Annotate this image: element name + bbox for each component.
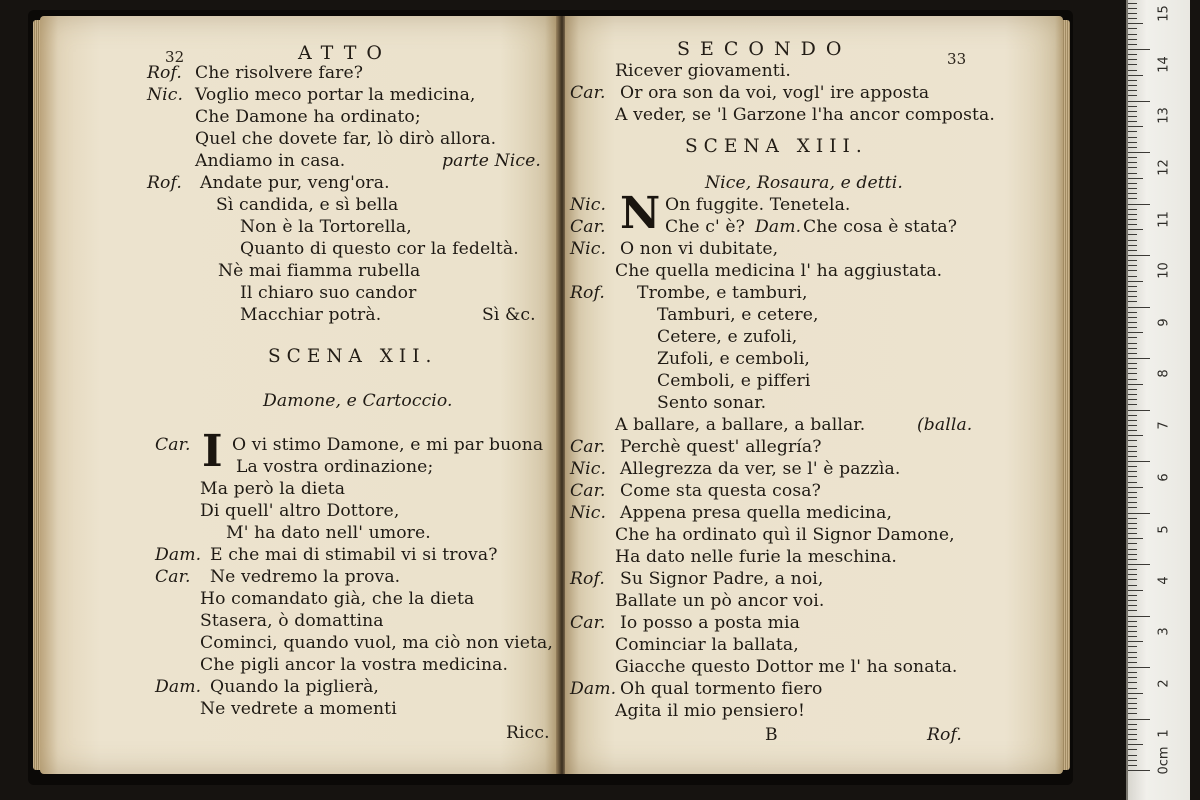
ruler-tick [1128, 605, 1137, 606]
ruler-tick [1128, 131, 1137, 132]
ruler-tick [1128, 111, 1137, 112]
catchword: Rof. [927, 725, 962, 745]
verse-line: Perchè quest' allegría? [620, 437, 822, 457]
verse-line: Io posso a posta mia [620, 613, 800, 633]
ruler-mark: 2 [1156, 679, 1172, 688]
ruler-mark: 12 [1156, 159, 1172, 176]
ruler-tick [1128, 579, 1137, 580]
ruler-tick [1128, 322, 1137, 323]
ruler-tick [1128, 70, 1137, 71]
ruler-tick [1128, 260, 1137, 261]
ruler-tick [1128, 682, 1137, 683]
stage-direction: parte Nice. [442, 151, 541, 171]
verse-line: Zufoli, e cemboli, [657, 349, 810, 369]
ruler-tick [1128, 358, 1150, 359]
ruler-tick [1128, 327, 1137, 328]
ruler-tick [1128, 234, 1137, 235]
ruler-tick [1128, 49, 1150, 50]
drop-capital: I [202, 426, 223, 477]
ruler-tick [1128, 162, 1137, 163]
verse-line: Il chiaro suo candor [240, 283, 417, 303]
verse-line: Stasera, ò domattina [200, 611, 384, 631]
ruler-tick [1128, 291, 1137, 292]
ruler-tick [1128, 672, 1137, 673]
ruler-tick [1128, 626, 1137, 627]
ruler-tick [1128, 399, 1137, 400]
ruler-tick [1128, 533, 1137, 534]
ruler-tick [1128, 724, 1137, 725]
ruler-tick [1128, 173, 1137, 174]
ruler-tick [1128, 13, 1137, 14]
ruler-tick [1128, 677, 1137, 678]
ruler-mark: 1 [1156, 729, 1172, 738]
speaker-label: Car. [155, 435, 191, 455]
speaker-label: Nic. [570, 503, 607, 523]
ruler-tick [1128, 513, 1150, 514]
ruler-tick [1128, 178, 1143, 179]
verse-line: Che cosa è stata? [803, 217, 958, 237]
speaker-label: Nic. [570, 195, 607, 215]
speaker-label: Rof. [570, 283, 605, 303]
ruler-tick [1128, 507, 1137, 508]
verse-line: Di quell' altro Dottore, [200, 501, 400, 521]
ruler-tick [1128, 157, 1137, 158]
ruler-tick [1128, 621, 1137, 622]
verse-line: Ne vedremo la prova. [210, 567, 401, 587]
drop-capital: N [620, 188, 661, 239]
ruler-tick [1128, 729, 1137, 730]
speaker-label: Nic. [570, 239, 607, 259]
verse-line: Voglio meco portar la medicina, [195, 85, 476, 105]
ruler-tick [1128, 415, 1137, 416]
ruler-tick [1128, 28, 1137, 29]
verse-line: Quel che dovete far, lò dirò allora. [195, 129, 497, 149]
verse-line: Appena presa quella medicina, [620, 503, 893, 523]
ruler-tick [1128, 585, 1137, 586]
verse-line: Or ora son da voi, vogl' ire apposta [620, 83, 930, 103]
ruler-tick [1128, 446, 1137, 447]
ruler-tick [1128, 518, 1137, 519]
ruler-tick [1128, 734, 1137, 735]
verse-line: E che mai di stimabil vi si trova? [210, 545, 498, 565]
ruler-tick [1128, 482, 1137, 483]
ruler-tick [1128, 456, 1137, 457]
verse-line: Sì candida, e sì bella [216, 195, 399, 215]
ruler-tick [1128, 193, 1137, 194]
verse-line: Andate pur, veng'ora. [200, 173, 390, 193]
ruler-tick [1128, 23, 1143, 24]
verse-line: Che Damone ha ordinato; [195, 107, 421, 127]
signature-mark: B [765, 725, 778, 745]
ruler-tick [1128, 85, 1137, 86]
verse-line: Ballate un pò ancor voi. [615, 591, 825, 611]
ruler-tick [1128, 3, 1137, 4]
speaker-label: Car. [570, 481, 606, 501]
verse-line: Ne vedrete a momenti [200, 699, 397, 719]
speaker-label: Dam. [155, 545, 202, 565]
ruler-tick [1128, 528, 1137, 529]
verse-line: Macchiar potrà. [240, 305, 382, 325]
ruler-tick [1128, 312, 1137, 313]
speaker-label: Car. [570, 217, 606, 237]
ruler-tick [1128, 492, 1137, 493]
ruler-tick [1128, 224, 1137, 225]
ruler-tick [1128, 667, 1150, 668]
ruler-tick [1128, 337, 1137, 338]
verse-line: Giacche questo Dottor me l' ha sonata. [615, 657, 958, 677]
verse-line: Tamburi, e cetere, [657, 305, 819, 325]
ruler-tick [1128, 95, 1137, 96]
ruler-tick [1128, 39, 1137, 40]
ruler-tick [1128, 646, 1137, 647]
ruler-tick [1128, 502, 1137, 503]
ruler-tick [1128, 410, 1150, 411]
speaker-label: Nic. [570, 459, 607, 479]
verse-line: Ha dato nelle furie la meschina. [615, 547, 897, 567]
ruler-mark: 9 [1156, 318, 1172, 327]
ruler-tick [1128, 384, 1143, 385]
ruler-mark: 10 [1156, 262, 1172, 279]
left-running-header: ATTO [298, 42, 392, 64]
verse-line: Cominciar la ballata, [615, 635, 799, 655]
speaker-label: Rof. [147, 173, 182, 193]
verse-line: Come sta questa cosa? [620, 481, 821, 501]
ruler-tick [1128, 353, 1137, 354]
ruler-mark: 7 [1156, 421, 1172, 430]
ruler-tick [1128, 543, 1137, 544]
verse-line: Cemboli, e pifferi [657, 371, 811, 391]
left-page-number: 32 [165, 48, 185, 66]
ruler-tick [1128, 451, 1137, 452]
catchword: Ricc. [506, 723, 550, 743]
ruler-tick [1128, 147, 1137, 148]
ruler-tick [1128, 595, 1137, 596]
ruler-tick [1128, 389, 1137, 390]
ruler-mark: 14 [1156, 56, 1172, 73]
ruler-tick [1128, 343, 1137, 344]
right-page-edge [1062, 20, 1070, 770]
ruler-tick [1128, 286, 1137, 287]
verse-line: Cetere, e zufoli, [657, 327, 798, 347]
speaker-label: Dam. [155, 677, 202, 697]
verse-line: Andiamo in casa. [195, 151, 346, 171]
ruler-tick [1128, 631, 1137, 632]
verse-line: M' ha dato nell' umore. [226, 523, 431, 543]
ruler-tick [1128, 600, 1137, 601]
ruler-tick [1128, 497, 1137, 498]
ruler-tick [1128, 229, 1143, 230]
ruler-tick [1128, 183, 1137, 184]
ruler-tick [1128, 167, 1137, 168]
verse-line: Cominci, quando vuol, ma ciò non vieta, [200, 633, 553, 653]
ruler-mark: 11 [1156, 211, 1172, 228]
ruler-tick [1128, 641, 1143, 642]
ruler-tick [1128, 106, 1137, 107]
ruler-tick [1128, 688, 1137, 689]
speaker-label: Rof. [147, 63, 182, 83]
ruler-tick [1128, 276, 1137, 277]
ruler-tick [1128, 214, 1137, 215]
ruler-tick [1128, 54, 1137, 55]
ruler-tick [1128, 471, 1137, 472]
ruler-tick [1128, 126, 1143, 127]
verse-line: Ricever giovamenti. [615, 61, 791, 81]
ruler-tick [1128, 662, 1137, 663]
ruler-tick [1128, 652, 1137, 653]
ruler-tick [1128, 430, 1137, 431]
ruler-tick [1128, 307, 1150, 308]
ruler-tick [1128, 487, 1143, 488]
verse-line: Ho comandato già, che la dieta [200, 589, 475, 609]
ruler-tick [1128, 64, 1137, 65]
ruler-tick [1128, 574, 1137, 575]
ruler-tick [1128, 152, 1150, 153]
ruler-tick [1128, 137, 1137, 138]
ruler-tick [1128, 435, 1143, 436]
ruler-tick [1128, 255, 1150, 256]
ruler-tick [1128, 301, 1137, 302]
ruler-tick [1128, 8, 1137, 9]
ruler-tick [1128, 121, 1137, 122]
ruler-tick [1128, 523, 1137, 524]
ruler-tick [1128, 713, 1137, 714]
verse-line: Che pigli ancor la vostra medicina. [200, 655, 509, 675]
ruler-tick [1128, 379, 1137, 380]
ruler-tick [1128, 332, 1143, 333]
ruler-tick [1128, 744, 1143, 745]
refrain-marker: Sì &c. [482, 305, 536, 325]
right-page [565, 16, 1063, 774]
ruler-tick [1128, 265, 1137, 266]
speaker-label: Dam. [755, 217, 802, 237]
ruler-tick [1128, 250, 1137, 251]
ruler-tick [1128, 703, 1137, 704]
speaker-label: Dam. [570, 679, 617, 699]
ruler-mark: 5 [1156, 525, 1172, 534]
speaker-label: Car. [155, 567, 191, 587]
scene-heading: SCENA XII. [268, 346, 438, 367]
ruler-tick [1128, 219, 1137, 220]
ruler-tick [1128, 270, 1137, 271]
ruler-tick [1128, 142, 1137, 143]
verse-line: Che ha ordinato quì il Signor Damone, [615, 525, 955, 545]
ruler-tick [1128, 616, 1150, 617]
ruler-tick [1128, 760, 1137, 761]
verse-line: A ballare, a ballare, a ballar. [615, 415, 866, 435]
ruler-tick [1128, 420, 1137, 421]
ruler-tick [1128, 373, 1137, 374]
ruler-tick [1128, 590, 1143, 591]
ruler-tick [1128, 101, 1150, 102]
ruler-tick [1128, 204, 1150, 205]
ruler-mark: 4 [1156, 576, 1172, 585]
verse-line: A veder, se 'l Garzone l'ha ancor composta. [615, 105, 995, 125]
ruler-tick [1128, 18, 1137, 19]
speaker-label: Car. [570, 613, 606, 633]
ruler-tick [1128, 368, 1137, 369]
ruler-tick [1128, 559, 1137, 560]
verse-line: Che risolvere fare? [195, 63, 364, 83]
ruler-tick [1128, 693, 1143, 694]
verse-line: Sento sonar. [657, 393, 767, 413]
verse-line: Allegrezza da ver, se l' è pazzìa. [620, 459, 901, 479]
ruler-tick [1128, 281, 1143, 282]
ruler-tick [1128, 549, 1137, 550]
ruler-tick [1128, 708, 1137, 709]
ruler-tick [1128, 461, 1150, 462]
verse-line: On fuggite. Tenetela. [665, 195, 851, 215]
verse-line: Che quella medicina l' ha aggiustata. [615, 261, 943, 281]
ruler-tick [1128, 466, 1137, 467]
verse-line: Quando la piglierà, [210, 677, 379, 697]
ruler-tick [1128, 80, 1137, 81]
ruler-tick [1128, 44, 1137, 45]
ruler-tick [1128, 425, 1137, 426]
speaker-label: Nic. [147, 85, 184, 105]
ruler-tick [1128, 116, 1137, 117]
ruler-unit-label: 0cm [1156, 746, 1172, 775]
ruler-tick [1128, 554, 1137, 555]
stage-direction: (balla. [917, 415, 973, 435]
ruler-tick [1128, 404, 1137, 405]
ruler-tick [1128, 538, 1143, 539]
ruler-tick [1128, 569, 1137, 570]
ruler-tick [1128, 245, 1137, 246]
measuring-ruler [1126, 0, 1190, 800]
scene-characters: Nice, Rosaura, e detti. [705, 173, 903, 193]
ruler-mark: 6 [1156, 473, 1172, 482]
ruler-tick [1128, 317, 1137, 318]
speaker-label: Car. [570, 83, 606, 103]
ruler-tick [1128, 476, 1137, 477]
scene-characters: Damone, e Cartoccio. [263, 391, 453, 411]
ruler-mark: 15 [1156, 5, 1172, 22]
speaker-label: Rof. [570, 569, 605, 589]
ruler-tick [1128, 34, 1137, 35]
ruler-mark: 3 [1156, 627, 1172, 636]
verse-line: Su Signor Padre, a noi, [620, 569, 824, 589]
ruler-tick [1128, 610, 1137, 611]
ruler-tick [1128, 348, 1137, 349]
verse-line: Oh qual tormento fiero [620, 679, 823, 699]
ruler-tick [1128, 657, 1137, 658]
ruler-tick [1128, 749, 1137, 750]
ruler-tick [1128, 698, 1137, 699]
ruler-tick [1128, 636, 1137, 637]
ruler-tick [1128, 394, 1137, 395]
speaker-label: Car. [570, 437, 606, 457]
ruler-tick [1128, 440, 1137, 441]
ruler-tick [1128, 240, 1137, 241]
ruler-tick [1128, 75, 1143, 76]
ruler-tick [1128, 739, 1137, 740]
scene-heading: SCENA XIII. [685, 136, 868, 157]
verse-line: Nè mai fiamma rubella [218, 261, 421, 281]
ruler-tick [1128, 765, 1137, 766]
verse-line: Non è la Tortorella, [240, 217, 412, 237]
left-page [40, 16, 558, 774]
ruler-tick [1128, 90, 1137, 91]
verse-line: Agita il mio pensiero! [615, 701, 805, 721]
verse-line: Trombe, e tamburi, [637, 283, 808, 303]
ruler-mark: 8 [1156, 369, 1172, 378]
ruler-tick [1128, 363, 1137, 364]
ruler-tick [1128, 188, 1137, 189]
verse-line: Quanto di questo cor la fedeltà. [240, 239, 519, 259]
ruler-tick [1128, 770, 1150, 771]
ruler-tick [1128, 564, 1150, 565]
verse-line: Ma però la dieta [200, 479, 346, 499]
ruler-tick [1128, 296, 1137, 297]
verse-line: La vostra ordinazione; [236, 457, 434, 477]
ruler-tick [1128, 59, 1137, 60]
ruler-tick [1128, 719, 1150, 720]
ruler-tick [1128, 198, 1137, 199]
ruler-tick [1128, 209, 1137, 210]
verse-line: O non vi dubitate, [620, 239, 779, 259]
verse-line: O vi stimo Damone, e mi par buona [232, 435, 544, 455]
verse-line: Che c' è? [665, 217, 745, 237]
right-running-header: SECONDO [677, 38, 852, 60]
ruler-tick [1128, 755, 1137, 756]
right-page-number: 33 [947, 50, 967, 68]
ruler-mark: 13 [1156, 107, 1172, 124]
